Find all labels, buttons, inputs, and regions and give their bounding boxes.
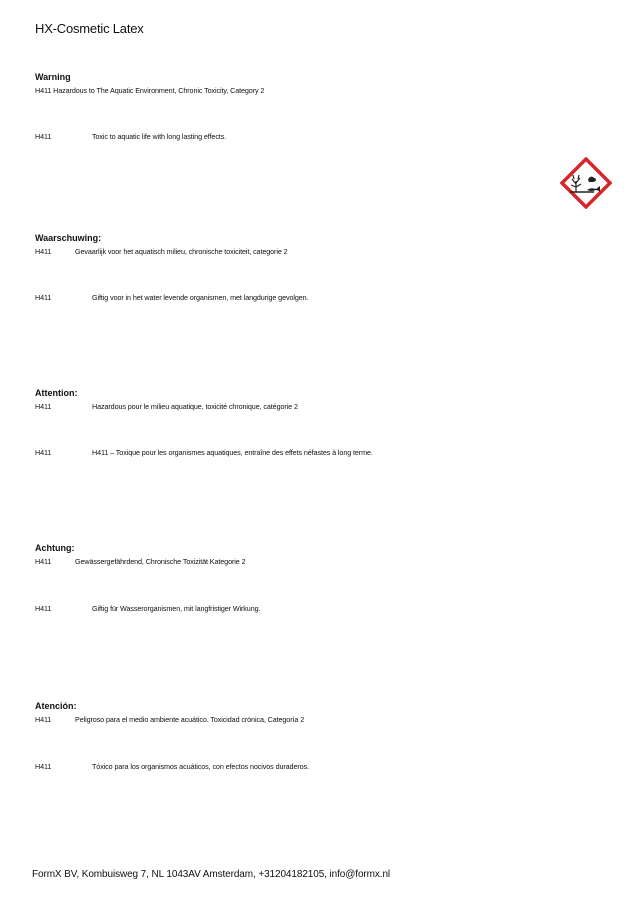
classification-code: H411 bbox=[35, 402, 52, 411]
hazard-statement-text: Giftig voor in het water levende organismen, met langdurige gevolgen. bbox=[92, 293, 309, 302]
hazard-statement-text: Toxic to aquatic life with long lasting effects. bbox=[92, 132, 227, 141]
section-heading: Waarschuwing: bbox=[35, 233, 102, 243]
section-heading: Warning bbox=[35, 72, 71, 82]
document-title: HX-Cosmetic Latex bbox=[35, 21, 144, 36]
section-heading: Achtung: bbox=[35, 543, 75, 553]
hazard-statement-code: H411 bbox=[35, 132, 52, 141]
classification-text: Peligroso para el medio ambiente acuático. Toxicidad crónica, Categoría 2 bbox=[75, 715, 305, 724]
hazard-statement-text: Tóxico para los organismos acuáticos, con efectos nocivos duraderos. bbox=[92, 762, 309, 771]
section-heading: Attention: bbox=[35, 388, 78, 398]
hazard-statement-code: H411 bbox=[35, 762, 52, 771]
section-heading: Atención: bbox=[35, 701, 77, 711]
hazard-statement-code: H411 bbox=[35, 293, 52, 302]
hazard-statement-code: H411 bbox=[35, 604, 52, 613]
classification-code: H411 bbox=[35, 715, 52, 724]
classification-text: H411 Hazardous to The Aquatic Environment, Chronic Toxicity, Category 2 bbox=[35, 86, 265, 95]
hazard-statement-text: Giftig für Wasserorganismen, mit langfristiger Wirkung. bbox=[92, 604, 261, 613]
ghs09-environment-icon bbox=[560, 157, 612, 209]
footer-contact: FormX BV, Kombuisweg 7, NL 1043AV Amsterdam, +31204182105, info@formx.nl bbox=[32, 869, 391, 880]
hazard-statement-code: H411 bbox=[35, 448, 52, 457]
classification-code: H411 bbox=[35, 557, 52, 566]
classification-text: Hazardous pour le milieu aquatique, toxicité chronique, catégorie 2 bbox=[92, 402, 298, 411]
classification-text: Gewässergefährdend, Chronische Toxizität Kategorie 2 bbox=[75, 557, 246, 566]
classification-text: Gevaarlijk voor het aquatisch milieu, chronische toxiciteit, categorie 2 bbox=[75, 247, 288, 256]
hazard-statement-text: H411 – Toxique pour les organismes aquatiques, entraîne des effets néfastes à long terme. bbox=[92, 448, 373, 457]
classification-code: H411 bbox=[35, 247, 52, 256]
